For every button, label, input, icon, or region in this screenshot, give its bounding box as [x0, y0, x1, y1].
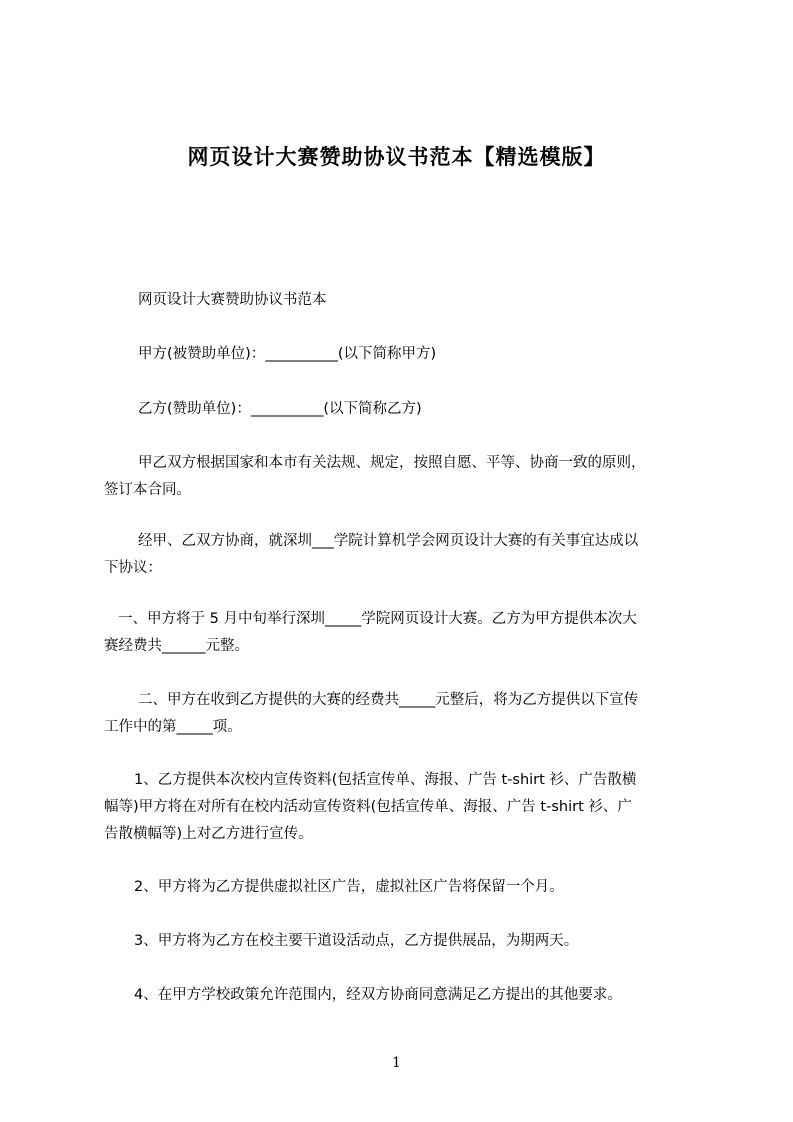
party-b-line: 乙方(赞助单位)：__________(以下简称乙方) [138, 401, 422, 417]
document-subtitle: 网页设计大赛赞助协议书范本 [138, 292, 327, 308]
principle-paragraph [104, 450, 710, 504]
item-1-line-3: 告散横幅等)上对乙方进行宣传。 [104, 826, 313, 842]
principle-line-2: 签订本合同。 [104, 482, 191, 498]
agreement-line-1: 经甲、乙双方协商，就深圳___学院计算机学会网页设计大赛的有关事宜达成以 [138, 533, 639, 549]
clause-1-line-2: 赛经费共______元整。 [104, 638, 249, 654]
item-1-line-2: 幅等)甲方将在对所有在校内活动宣传资料(包括宣传单、海报、广告 t-shirt 衫、广 [104, 799, 632, 815]
party-a-line: 甲方(被赞助单位)：__________(以下简称甲方) [138, 346, 437, 362]
clause-2-line-2: 工作中的第_____项。 [104, 719, 242, 735]
clause-2-paragraph [104, 687, 710, 741]
agreement-paragraph [104, 528, 710, 582]
agreement-line-2: 下协议： [104, 560, 162, 576]
item-3-line: 3、甲方将为乙方在校主要干道设活动点，乙方提供展品，为期两天。 [134, 933, 579, 949]
document-title: 网页设计大赛赞助协议书范本【精选模版】 [187, 145, 606, 169]
page-number: 1 [392, 1055, 401, 1071]
item-1-line-1: 1、乙方提供本次校内宣传资料(包括宣传单、海报、广告 t-shirt 衫、广告散横 [134, 772, 637, 788]
item-4-line: 4、在甲方学校政策允许范围内，经双方协商同意满足乙方提出的其他要求。 [134, 987, 622, 1003]
clause-1-line-1: 一、甲方将于 5 月中旬举行深圳_____学院网页设计大赛。乙方为甲方提供本次大 [118, 611, 637, 627]
item-2-line: 2、甲方将为乙方提供虚拟社区广告，虚拟社区广告将保留一个月。 [134, 879, 564, 895]
clause-1-paragraph [104, 606, 710, 660]
principle-line-1: 甲乙双方根据国家和本市有关法规、规定，按照自愿、平等、协商一致的原则， [138, 455, 646, 471]
item-1-paragraph [104, 767, 710, 848]
clause-2-line-1: 二、甲方在收到乙方提供的大赛的经费共_____元整后，将为乙方提供以下宣传 [138, 692, 639, 708]
